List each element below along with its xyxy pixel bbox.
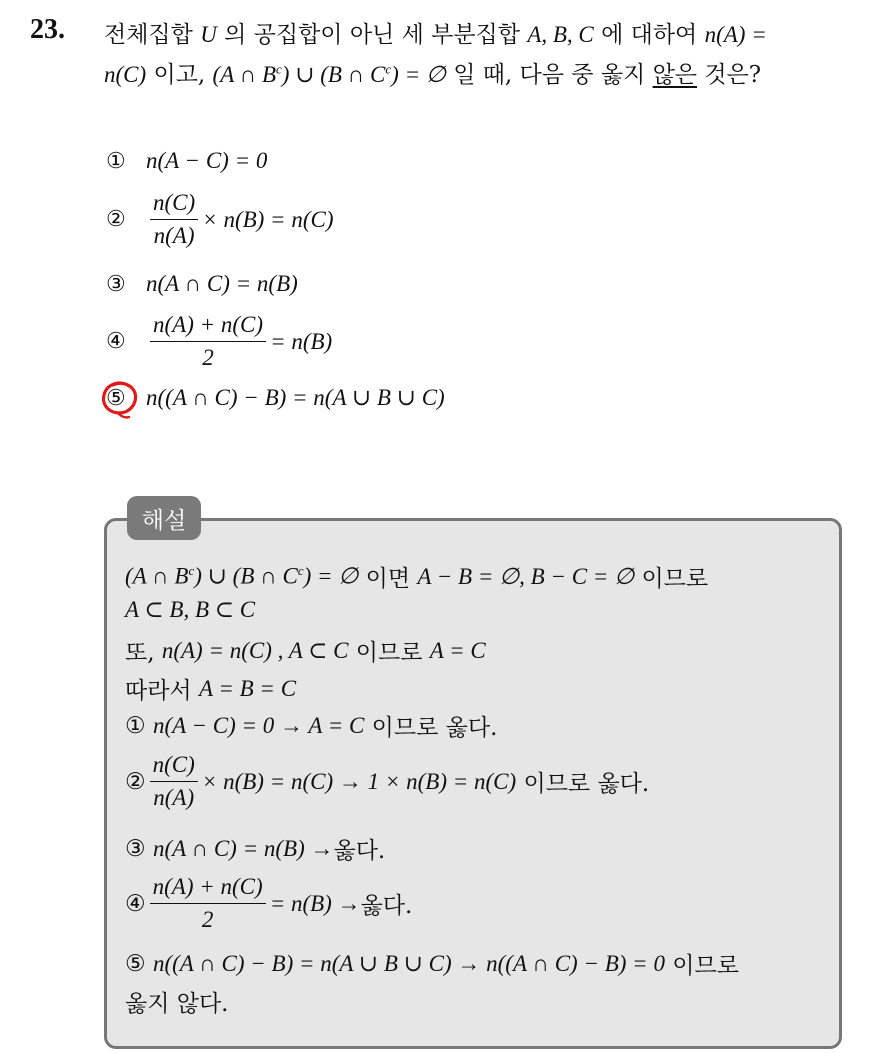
fraction-numerator: n(A) + n(C) [150,874,266,904]
math-expr: A = B = C [198,675,297,701]
math-expr: n(A) = n(C) , A ⊂ C [161,637,349,663]
option-4[interactable] [106,312,332,371]
solution-text: 옳다. [360,893,413,919]
fraction-denominator: 2 [201,907,214,932]
option-1[interactable] [106,148,267,174]
question-text: 것은? [704,62,762,88]
underlined-word: 않은 [652,62,698,88]
solution-line-8 [125,874,412,933]
question-line-2 [104,56,761,89]
math-sup: c [385,61,392,77]
question-text: 전체집합 [104,22,193,48]
math-expr: n((A ∩ C) − B) = n(A ∪ B ∪ C) → n((A ∩ C) − B) = 0 [152,950,665,976]
solution-text: 이면 [365,566,411,592]
option-expr: n(A − C) = 0 [146,148,268,173]
solution-line-3 [125,634,486,667]
fraction-denominator: 2 [202,345,214,370]
solution-line-9 [125,947,739,980]
option-3[interactable] [106,271,298,297]
solution-tag: 해설 [127,496,201,540]
option-expr: × n(B) = n(C) [202,206,334,232]
solution-line-6 [125,752,649,811]
question-text: 에 대하여 [601,22,698,48]
fraction [150,752,198,811]
option-expr: n(A ∩ C) = n(B) [146,271,298,296]
math-expr: A = C [429,637,486,663]
math-expr: = n(B) → [269,890,361,916]
fraction [150,312,266,371]
math-expr: × n(B) = n(C) → 1 × n(B) = n(C) [201,768,517,794]
fraction-denominator: n(A) [153,223,195,248]
question-line-1 [104,16,767,49]
solution-text: 이므로 [355,640,423,666]
solution-label: ② [125,768,146,795]
math-sets: A, B, C [527,22,594,47]
solution-line-7 [125,832,385,865]
option-5[interactable] [106,385,445,411]
option-label: ⑤ [106,385,126,411]
solution-text: 이므로 [672,953,739,979]
solution-line-5 [125,709,497,742]
option-expr: n((A ∩ C) − B) = n(A ∪ B ∪ C) [146,385,445,410]
option-label: ④ [106,329,126,354]
math-var: U [200,22,217,47]
math-expr: n(A − C) = 0 → A = C [152,712,365,738]
math-sup: c [188,563,195,579]
question-text: 일 때, 다음 중 옳지 [453,62,646,88]
option-label: ① [106,148,126,174]
solution-line-10: 옳지 않다. [125,991,229,1017]
solution-text: 또, [125,640,155,666]
math-expr: n(A) = [704,22,767,47]
question-number: 23. [30,14,65,45]
option-2[interactable] [106,190,334,249]
math-part: (A ∩ B [125,563,189,589]
math-part: ) = ∅ [303,563,359,589]
fraction [150,190,198,249]
option-label: ③ [106,271,126,297]
solution-text: 이므로 옳다. [371,715,498,741]
fraction-numerator: n(A) + n(C) [150,312,266,342]
math-part: ) ∪ (B ∩ C [194,563,298,589]
math-part: ) = ∅ [391,62,446,87]
math-sup: c [276,61,282,77]
fraction-numerator: n(C) [150,752,198,782]
math-part: ) ∪ (B ∩ C [281,62,386,87]
solution-line-4 [125,672,296,705]
question-text: 의 공집합이 아닌 세 부분집합 [224,22,520,48]
solution-label: ⑤ [125,950,146,977]
math-expr: n(C) [104,62,147,87]
solution-label: ④ [125,890,146,917]
solution-label: ① [125,712,146,739]
option-label: ② [106,207,126,232]
fraction-denominator: n(A) [153,785,195,810]
solution-text: 이므로 [641,566,709,592]
solution-label: ③ [125,835,146,862]
solution-line-2: A ⊂ B, B ⊂ C [125,597,256,622]
solution-line-1 [125,560,708,593]
question-text: 이고, [153,62,206,88]
math-expr: A − B = ∅, B − C = ∅ [417,563,635,589]
option-expr: = n(B) [270,328,333,354]
solution-text: 옳다. [333,838,386,864]
math-part: (A ∩ B [212,62,276,87]
fraction-numerator: n(C) [150,190,198,220]
math-expr [213,62,446,87]
fraction [150,874,266,933]
math-expr: n(A ∩ C) = n(B) → [152,835,334,861]
answer-circle-mark [99,378,143,420]
solution-text: 따라서 [125,678,192,704]
math-sup: c [297,563,304,579]
solution-text: 이므로 옳다. [523,771,650,797]
